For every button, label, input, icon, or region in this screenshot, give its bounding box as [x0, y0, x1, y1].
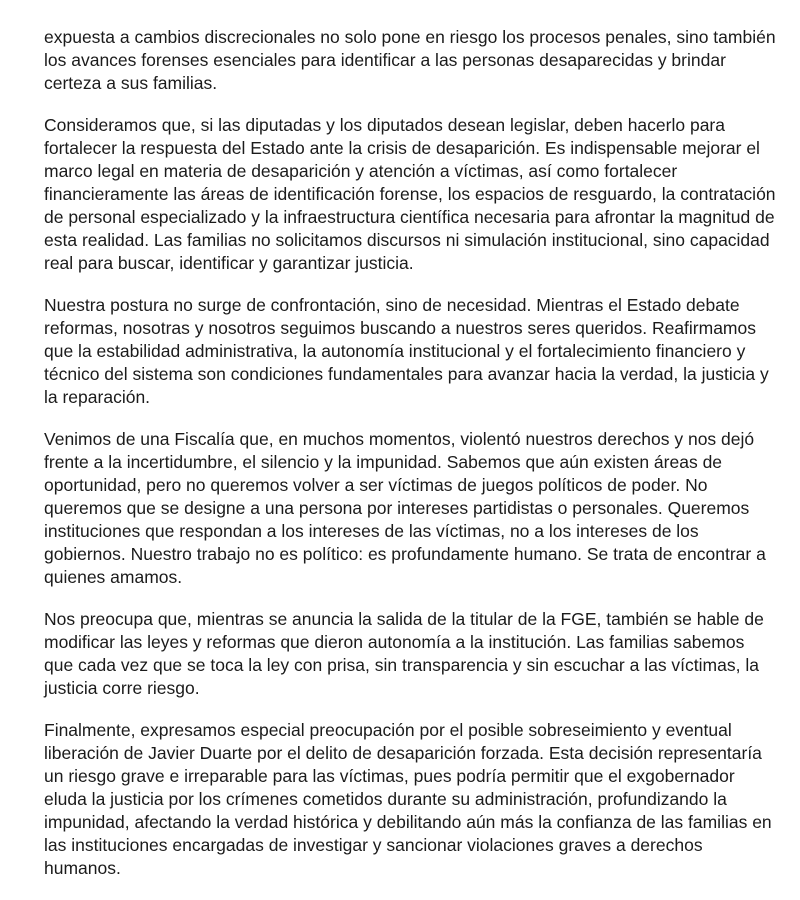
paragraph-fiscalia-experience: Venimos de una Fiscalía que, en muchos momentos, violentó nuestros derechos y nos dejó frente a la incertidumbre, el silencio y la impunidad. Sabemos que aún existen áreas de oportunidad, pero no queremos volver a ser víctimas de juegos políticos de poder. No queremos que se designe a una persona por intereses partidistas o personales. Queremos instituciones que respondan a los intereses de las víctimas, no a los intereses de los gobiernos. Nuestro trabajo no es político: es profundamente humano. Se trata de encontrar a quienes amamos.: [44, 429, 766, 587]
paragraph-duarte-concern: Finalmente, expresamos especial preocupación por el posible sobreseimiento y eventual liberación de Javier Duarte por el delito de desaparición forzada. Esta decisión representaría un riesgo grave e irreparable para las víctimas, pues podría permitir que el exgobernador eluda la justicia por los crímenes cometidos durante su administración, profundizando la impunidad, afectando la verdad histórica y debilitando aún más la confianza de las familias en las instituciones encargadas de investigar y sancionar violaciones graves a derechos humanos.: [44, 720, 772, 878]
paragraph-position-statement: Nuestra postura no surge de confrontación, sino de necesidad. Mientras el Estado debate reformas, nosotras y nosotros seguimos buscando a nuestros seres queridos. Reafirmamos que la estabilidad administrativa, la autonomía institucional y el fortalecimiento financiero y técnico del sistema son condiciones fundamentales para avanzar hacia la verdad, la justicia y la reparación.: [44, 295, 769, 407]
paragraph-legislative-demands: Consideramos que, si las diputadas y los diputados desean legislar, deben hacerlo para fortalecer la respuesta del Estado ante la crisis de desaparición. Es indispensable mejorar el marco legal en materia de desaparición y atención a víctimas, así como fortalecer financieramente las áreas de identificación forense, los espacios de resguardo, la contratación de personal especializado y la infraestructura científica necesaria para afrontar la magnitud de esta realidad. Las familias no solicitamos discursos ni simulación institucional, sino capacidad real para buscar, identificar y garantizar justicia.: [44, 115, 776, 273]
paragraph-forensic-advances: expuesta a cambios discrecionales no solo pone en riesgo los procesos penales, sino también los avances forenses esenciales para identificar a las personas desaparecidas y brindar certeza a sus familias.: [44, 27, 776, 93]
paragraph-fge-concern: Nos preocupa que, mientras se anuncia la salida de la titular de la FGE, también se hable de modificar las leyes y reformas que dieron autonomía a la institución. Las familias sabemos que cada vez que se toca la ley con prisa, sin transparencia y sin escuchar a las víctimas, la justicia corre riesgo.: [44, 609, 764, 698]
